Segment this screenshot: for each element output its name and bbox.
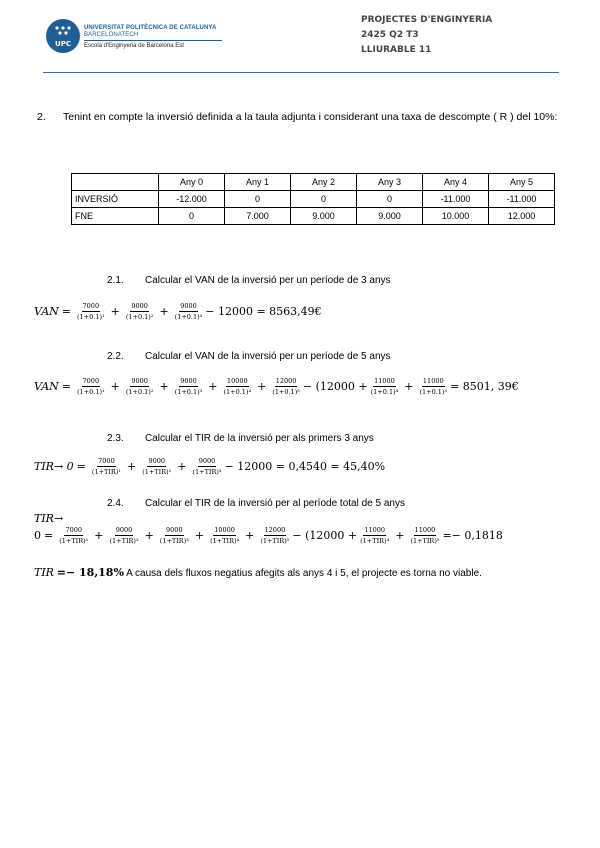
section-2-1 (107, 275, 391, 286)
logo-divider (84, 40, 222, 41)
upc-logo-mark-icon (53, 25, 73, 37)
cash-flow-table (71, 173, 555, 225)
table-header-cell (72, 174, 159, 191)
table-cell: 0 (357, 191, 423, 208)
eq-mid: − (12000 + (302, 380, 368, 393)
question-text: Tenint en compte la inversió definida a la taula adjunta i considerant una taxa de descompte ( R ) del 10%: (63, 111, 558, 123)
section-title: Calcular el TIR de la inversió per al període total de 5 anys (145, 498, 405, 509)
deliverable: LLIURABLE 11 (361, 45, 432, 55)
fraction: $\frac{9000}{\text{(1+TIR)²}}$ (142, 457, 172, 476)
eq-result: − 12000 = 8563,49€ (205, 305, 322, 318)
section-2-3 (107, 433, 374, 444)
table-cell: -12.000 (159, 191, 225, 208)
fraction: $\frac{12000}{\text{(1+TIR)⁵}}$ (260, 526, 290, 545)
fraction: $\frac{12000}{\text{(1+0.1)⁵}}$ (272, 377, 300, 396)
fraction: $\frac{9000}{\text{(1+0.1)³}}$ (174, 377, 203, 396)
table-header-row (72, 174, 555, 191)
eq-lhs: 0 (34, 529, 41, 542)
table-cell: 9.000 (291, 208, 357, 225)
conclusion-text: A causa dels fluxos negatius afegits als anys 4 i 5, el projecte es torna no viable. (126, 568, 482, 579)
fraction: $\frac{9000}{\text{(1+TIR)³}}$ (192, 457, 222, 476)
fraction: $\frac{9000}{\text{(1+TIR)³}}$ (159, 526, 189, 545)
table-header-cell: Any 2 (291, 174, 357, 191)
eq-lhs: TIR→ 0 (34, 460, 74, 473)
eq-result: = 8501, 39€ (450, 380, 519, 393)
table-cell: 10.000 (423, 208, 489, 225)
logo-text: UPC (55, 40, 71, 48)
fraction: $\frac{11000}{\text{(1+0.1)⁴}}$ (370, 377, 399, 396)
conclusion-lhs: TIR (34, 566, 54, 579)
fraction: $\frac{7000}{\text{(1+0.1)¹}}$ (77, 302, 105, 321)
fraction: $\frac{11000}{\text{(1+TIR)⁵}}$ (410, 526, 440, 545)
conclusion-value: =− 18,18% (56, 566, 124, 579)
eq-mid: − (12000 + (292, 529, 358, 542)
table-cell: -11.000 (423, 191, 489, 208)
table-header-cell: Any 5 (489, 174, 555, 191)
table-cell: 7.000 (225, 208, 291, 225)
fraction: $\frac{7000}{\text{(1+TIR)¹}}$ (91, 457, 121, 476)
fraction: $\frac{11000}{\text{(1+TIR)⁴}}$ (360, 526, 390, 545)
equation-van-3: VAN = $\frac{7000}{\text{(1+0.1)¹}}$ + $\frac{9000}{\text{(1+0.1)²}}$ + $\frac{9000}{\text{(1+0.1)³}}$ − 12000 = 8563,49€ (34, 302, 322, 321)
course-title: PROJECTES D'ENGINYERIA (361, 15, 493, 25)
fraction: $\frac{9000}{\text{(1+0.1)²}}$ (125, 377, 154, 396)
table-cell: 0 (291, 191, 357, 208)
fraction: $\frac{10000}{\text{(1+0.1)⁴}}$ (223, 377, 252, 396)
term: 2425 Q2 T3 (361, 30, 419, 40)
header-rule (43, 72, 559, 73)
section-number: 2.3. (107, 433, 124, 444)
table-header-cell: Any 0 (159, 174, 225, 191)
fraction: $\frac{11000}{\text{(1+0.1)⁵}}$ (419, 377, 448, 396)
table-cell: -11.000 (489, 191, 555, 208)
eq-lhs: VAN (34, 380, 59, 393)
fraction: $\frac{9000}{\text{(1+TIR)²}}$ (109, 526, 139, 545)
section-2-4 (107, 498, 405, 509)
equation-tir-5: 0 = $\frac{7000}{\text{(1+TIR)¹}}$ + $\frac{9000}{\text{(1+TIR)²}}$ + $\frac{9000}{\text{(1+TIR)³}}$ + $\frac{10000}{\text{(1+TIR)⁴}}$ + $\frac{12000}{\text{(1+TIR)⁵}}$ − (12000 + $\frac{11000}{\text{(1+TIR)⁴}}$ + $\frac{11000}{\text{(1+TIR)⁵}}$ =− 0,1818 (34, 526, 503, 545)
table-cell: 0 (159, 208, 225, 225)
conclusion (34, 566, 482, 579)
section-number: 2.1. (107, 275, 124, 286)
section-2-2 (107, 351, 391, 362)
section-title: Calcular el VAN de la inversió per un període de 5 anys (145, 351, 391, 362)
fraction: $\frac{7000}{\text{(1+TIR)¹}}$ (59, 526, 89, 545)
question-number: 2. (37, 111, 46, 123)
section-number: 2.4. (107, 498, 124, 509)
table-row (72, 191, 555, 208)
table-header-cell: Any 1 (225, 174, 291, 191)
upc-logo (46, 19, 80, 53)
fraction: $\frac{9000}{\text{(1+0.1)³}}$ (174, 302, 203, 321)
section-number: 2.2. (107, 351, 124, 362)
eq-lhs: VAN (34, 305, 59, 318)
fraction: $\frac{10000}{\text{(1+TIR)⁴}}$ (210, 526, 240, 545)
table-cell: 0 (225, 191, 291, 208)
eq-result: − 12000 = 0,4540 = 45,40% (224, 460, 386, 473)
university-name: UNIVERSITAT POLITÈCNICA DE CATALUNYA (84, 25, 217, 31)
table-header-cell: Any 3 (357, 174, 423, 191)
table-cell: 12.000 (489, 208, 555, 225)
eq4-lhs-line: TIR→ (34, 512, 64, 525)
section-title: Calcular el TIR de la inversió per als primers 3 anys (145, 433, 374, 444)
fraction: $\frac{9000}{\text{(1+0.1)²}}$ (125, 302, 154, 321)
row-label: FNE (72, 208, 159, 225)
equation-tir-3: TIR→ 0 = $\frac{7000}{\text{(1+TIR)¹}}$ + $\frac{9000}{\text{(1+TIR)²}}$ + $\frac{9000}{\text{(1+TIR)³}}$ − 12000 = 0,4540 = 45,40% (34, 457, 386, 476)
section-title: Calcular el VAN de la inversió per un període de 3 anys (145, 275, 391, 286)
table-row (72, 208, 555, 225)
row-label: INVERSIÓ (72, 191, 159, 208)
school-name: Escola d'Enginyeria de Barcelona Est (84, 43, 184, 49)
equation-van-5: VAN = $\frac{7000}{\text{(1+0.1)¹}}$ + $\frac{9000}{\text{(1+0.1)²}}$ + $\frac{9000}{\text{(1+0.1)³}}$ + $\frac{10000}{\text{(1+0.1)⁴}}$ + $\frac{12000}{\text{(1+0.1)⁵}}$ − (12000 + $\frac{11000}{\text{(1+0.1)⁴}}$ + $\frac{11000}{\text{(1+0.1)⁵}}$ = 8501, 39€ (34, 377, 519, 396)
fraction: $\frac{7000}{\text{(1+0.1)¹}}$ (77, 377, 105, 396)
table-cell: 9.000 (357, 208, 423, 225)
eq-result: =− 0,1818 (442, 529, 503, 542)
university-brand: BARCELONATECH (84, 32, 139, 38)
table-header-cell: Any 4 (423, 174, 489, 191)
